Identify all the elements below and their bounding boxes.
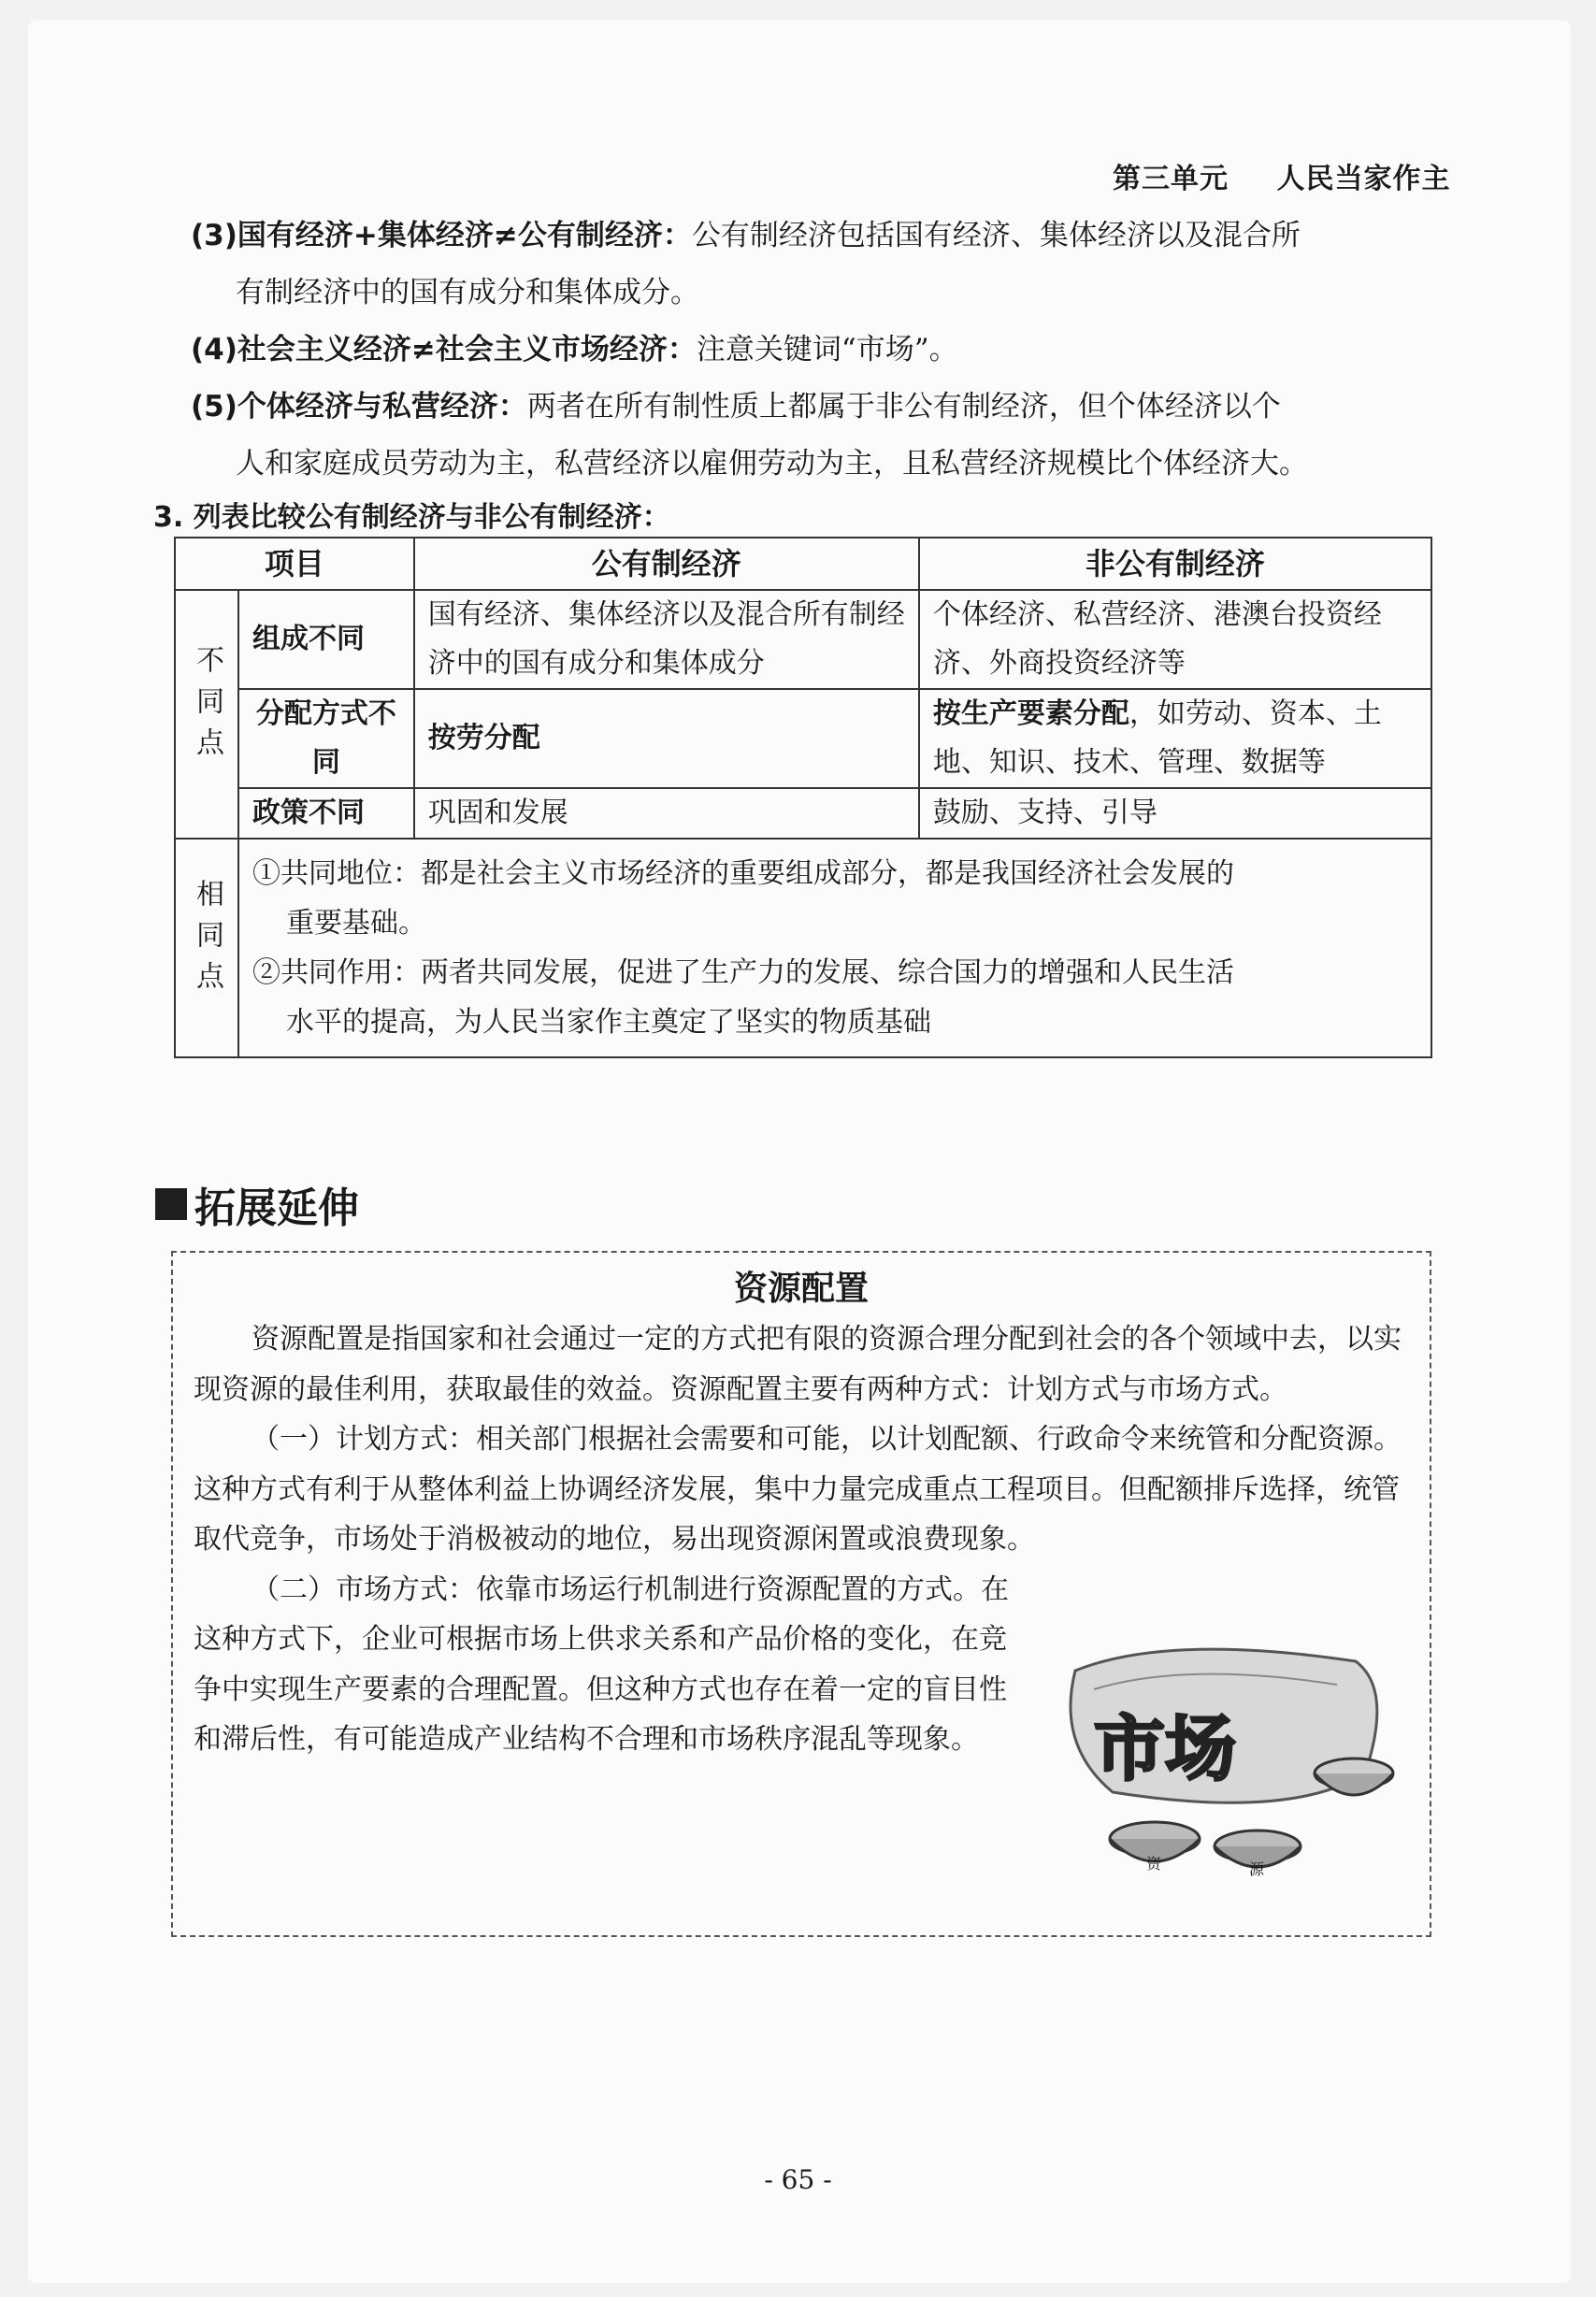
header-item: 项目 bbox=[175, 538, 414, 590]
point-text-cont: 人和家庭成员劳动为主，私营经济以雇佣劳动为主，且私营经济规模比个体经济大。 bbox=[236, 447, 1308, 481]
row-item: 政策不同 bbox=[238, 788, 414, 839]
diff-label bbox=[175, 590, 238, 839]
row-public: 按劳分配 bbox=[414, 689, 919, 788]
row-public: 巩固和发展 bbox=[414, 788, 919, 839]
resource-allocation-box bbox=[171, 1251, 1431, 1937]
table-row bbox=[175, 689, 1431, 788]
same-head: ①共同地位： bbox=[252, 857, 421, 890]
table-row bbox=[175, 590, 1431, 689]
row-item: 分配方式不同 bbox=[238, 689, 414, 788]
paragraph: 资源配置是指国家和社会通过一定的方式把有限的资源合理分配到社会的各个领域中去，以实现资源的最佳利用，获取最佳的效益。资源配置主要有两种方式：计划方式与市场方式。 bbox=[194, 1323, 1402, 1406]
same-label-text: 相同点 bbox=[190, 879, 223, 1002]
bowl-label: 资 bbox=[1146, 1855, 1162, 1873]
row-nonpublic: 鼓励、支持、引导 bbox=[919, 788, 1431, 839]
extension-title: 拓展延伸 bbox=[194, 1184, 359, 1232]
point-label: (3)国有经济+集体经济≠公有制经济： bbox=[191, 219, 692, 252]
same-label bbox=[175, 839, 238, 1057]
diff-label-text: 不同点 bbox=[190, 645, 223, 768]
box-title: 资源配置 bbox=[733, 1270, 869, 1308]
point-5 bbox=[191, 379, 1444, 493]
section-3-title: 3. 列表比较公有制经济与非公有制经济： bbox=[153, 501, 670, 534]
unit-label: 第三单元 bbox=[1113, 163, 1229, 195]
page-number: - 65 - bbox=[764, 2164, 832, 2195]
row-item: 组成不同 bbox=[238, 590, 414, 689]
row-nonpublic: 个体经济、私营经济、港澳台投资经济、外商投资经济等 bbox=[919, 590, 1431, 689]
point-label: (5)个体经济与私营经济： bbox=[191, 390, 527, 424]
comparison-table bbox=[174, 537, 1432, 1058]
table-header-row bbox=[175, 538, 1431, 590]
paragraph: （二）市场方式：依靠市场运行机制进行资源配置的方式。在这种方式下，企业可根据市场上供求关系和产品价格的变化，在竞争中实现生产要素的合理配置。但这种方式也存在着一定的盲目性和滞后性，有可能造成产业结构不合理和市场秩序混乱等现象。 bbox=[194, 1572, 1009, 1756]
same-text: 两者共同发展，促进了生产力的发展、综合国力的增强和人民生活 bbox=[420, 956, 1234, 989]
bowl-label: 源 bbox=[1249, 1860, 1265, 1878]
point-4 bbox=[191, 322, 1444, 379]
row-nonpublic-text: ，如劳动、资本、土地、知识、技术、管理、数据等 bbox=[932, 697, 1382, 779]
same-content bbox=[238, 839, 1431, 1057]
point-label: (4)社会主义经济≠社会主义市场经济： bbox=[191, 333, 697, 366]
same-text-cont: 水平的提高，为人民当家作主奠定了坚实的物质基础 bbox=[285, 1006, 931, 1039]
point-text: 公有制经济包括国有经济、集体经济以及混合所 bbox=[691, 219, 1301, 252]
row-nonpublic-bold: 按生产要素分配 bbox=[932, 697, 1129, 730]
same-text-cont: 重要基础。 bbox=[285, 907, 426, 940]
heading-square-icon bbox=[155, 1188, 187, 1220]
point-text: 两者在所有制性质上都属于非公有制经济，但个体经济以个 bbox=[526, 390, 1281, 424]
same-text: 都是社会主义市场经济的重要组成部分，都是我国经济社会发展的 bbox=[420, 857, 1234, 890]
row-nonpublic bbox=[919, 689, 1431, 788]
row-public: 国有经济、集体经济以及混合所有制经济中的国有成分和集体成分 bbox=[414, 590, 919, 689]
point-3 bbox=[191, 208, 1444, 322]
same-head: ②共同作用： bbox=[252, 956, 421, 989]
header-public: 公有制经济 bbox=[414, 538, 919, 590]
table-row bbox=[175, 788, 1431, 839]
table-row-same bbox=[175, 839, 1431, 1057]
point-text: 注意关键词“市场”。 bbox=[696, 333, 958, 366]
paragraph: （一）计划方式：相关部门根据社会需要和可能，以计划配额、行政命令来统管和分配资源。这种方式有利于从整体利益上协调经济发展，集中力量完成重点工程项目。但配额排斥选择，统管取代竞争，市场处于消极被动的地位，易出现资源闲置或浪费现象。 bbox=[194, 1423, 1402, 1556]
extension-heading bbox=[155, 1174, 359, 1234]
unit-title: 人民当家作主 bbox=[1276, 163, 1451, 195]
page-header bbox=[1113, 155, 1450, 196]
header-nonpublic: 非公有制经济 bbox=[919, 538, 1431, 590]
market-illustration bbox=[1057, 1633, 1412, 1886]
illustration-label: 市场 bbox=[1094, 1707, 1236, 1790]
point-text-cont: 有制经济中的国有成分和集体成分。 bbox=[236, 276, 699, 309]
